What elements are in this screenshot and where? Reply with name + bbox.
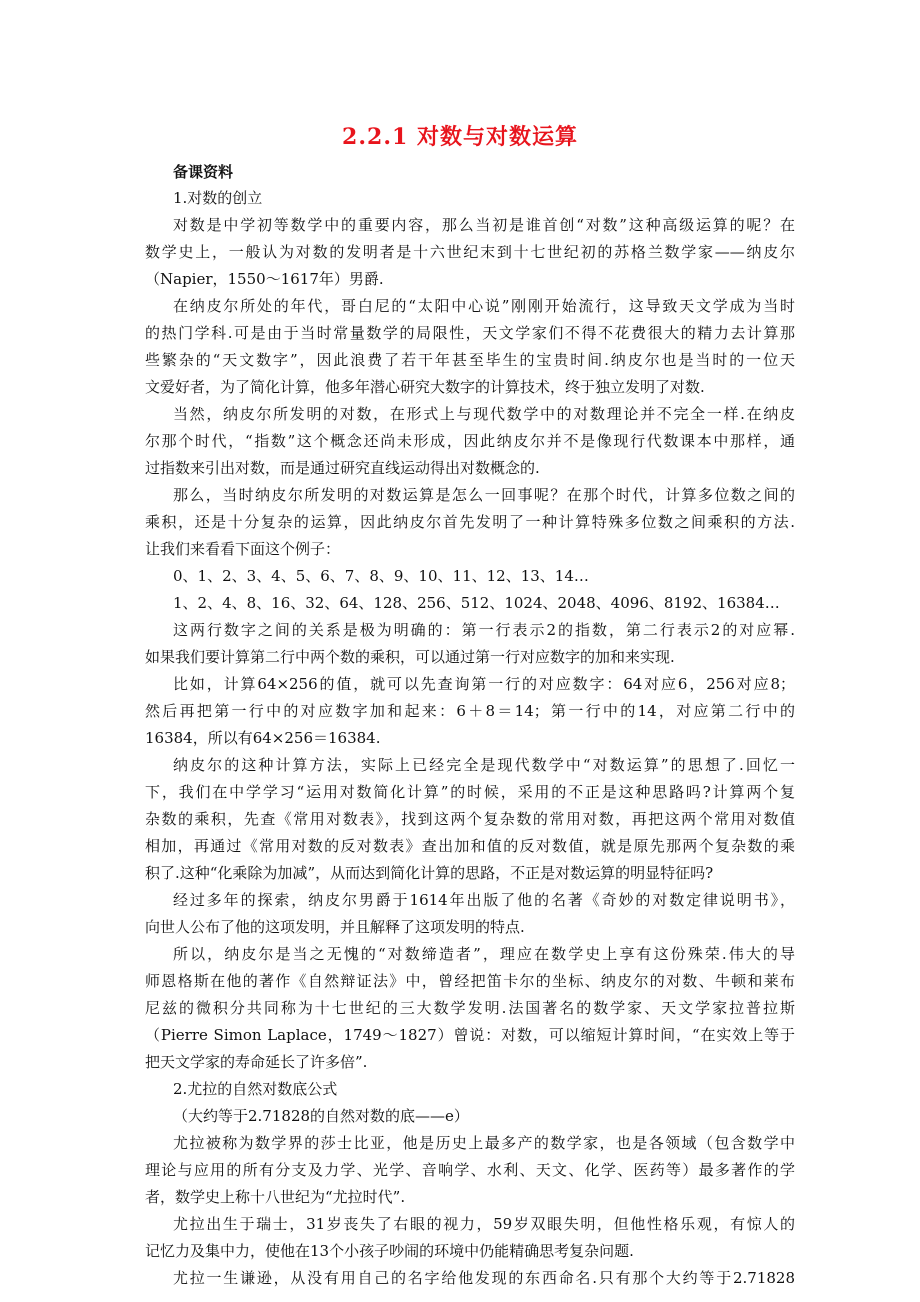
text-line: 比如，计算64×256的值，就可以先查询第一行的对应数字：64对应6，256对应8；: [173, 675, 795, 693]
text-line: 让我们来看看下面这个例子：: [145, 540, 341, 558]
text-line: 如果我们要计算第二行中两个数的乘积，可以通过第一行对应数字的加和来实现.: [145, 648, 675, 666]
text-line: 乘积，还是十分复杂的运算，因此纳皮尔首先发明了一种计算特殊多位数之间乘积的方法.: [145, 513, 795, 531]
text-line: 那么，当时纳皮尔所发明的对数运算是怎么一回事呢？在那个时代，计算多位数之间的: [173, 486, 795, 504]
text-line: 数学史上，一般认为对数的发明者是十六世纪末到十七世纪初的苏格兰数学家——纳皮尔: [145, 243, 795, 261]
text-line: 2.尤拉的自然对数底公式: [173, 1080, 338, 1098]
text-line: 者，数学史上称十八世纪为“尤拉时代”.: [145, 1188, 406, 1206]
text-line: 经过多年的探索，纳皮尔男爵于1614年出版了他的名著《奇妙的对数定律说明书》，: [173, 891, 795, 909]
text-line: 杂数的乘积，先查《常用对数表》，找到这两个复杂数的常用对数，再把这两个常用对数值: [145, 810, 795, 828]
text-line: 记忆力及集中力，使他在13个小孩子吵闹的环境中仍能精确思考复杂问题.: [145, 1242, 634, 1260]
text-line: 相加，再通过《常用对数的反对数表》查出加和值的反对数值，就是原先那两个复杂数的乘: [145, 837, 795, 855]
document-title: 2.2.1 对数与对数运算: [342, 124, 578, 150]
text-line: 1.对数的创立: [173, 189, 263, 207]
text-line: 尼兹的微积分共同称为十七世纪的三大数学发明.法国著名的数学家、天文学家拉普拉斯: [145, 999, 795, 1017]
text-line: 这两行数字之间的关系是极为明确的：第一行表示2的指数，第二行表示2的对应幂.: [173, 621, 795, 639]
text-line: 对数是中学初等数学中的重要内容，那么当初是谁首创“对数”这种高级运算的呢？在: [173, 216, 795, 234]
text-line: 1、2、4、8、16、32、64、128、256、512、1024、2048、4096、8192、16384…: [173, 594, 780, 612]
text-line: （Pierre Simon Laplace，1749～1827）曾说：对数，可以缩短计算时间，“在实效上等于: [145, 1026, 795, 1044]
text-line: 16384，所以有64×256＝16384.: [145, 729, 381, 747]
text-line: 所以，纳皮尔是当之无愧的“对数缔造者”，理应在数学史上享有这份殊荣.伟大的导: [173, 945, 795, 963]
text-line: 文爱好者，为了简化计算，他多年潜心研究大数字的计算技术，终于独立发明了对数.: [145, 378, 705, 396]
text-line: 尤拉一生谦逊，从没有用自己的名字给他发现的东西命名.只有那个大约等于2.71828: [173, 1269, 795, 1287]
text-line: 把天文学家的寿命延长了许多倍”.: [145, 1053, 368, 1071]
text-line: 然后再把第一行中的对应数字加和起来：6＋8＝14；第一行中的14，对应第二行中的: [145, 702, 795, 720]
text-line: （Napier，1550～1617年）男爵.: [145, 270, 384, 288]
text-line: 些繁杂的“天文数字”，因此浪费了若干年甚至毕生的宝贵时间.纳皮尔也是当时的一位天: [145, 351, 795, 369]
text-line: 向世人公布了他的这项发明，并且解释了这项发明的特点.: [145, 918, 525, 936]
text-line: 尤拉被称为数学界的莎士比亚，他是历史上最多产的数学家，也是各领域（包含数学中: [173, 1134, 795, 1152]
text-line: 下，我们在中学学习“运用对数简化计算”的时候，采用的不正是这种思路吗?计算两个复: [145, 783, 795, 801]
section-heading: 备课资料: [173, 163, 234, 181]
text-line: 尔那个时代，“指数”这个概念还尚未形成，因此纳皮尔并不是像现行代数课本中那样，通: [145, 432, 795, 450]
text-line: 尤拉出生于瑞士，31岁丧失了右眼的视力，59岁双眼失明，但他性格乐观，有惊人的: [173, 1215, 795, 1233]
text-line: 过指数来引出对数，而是通过研究直线运动得出对数概念的.: [145, 459, 540, 477]
text-line: 0、1、2、3、4、5、6、7、8、9、10、11、12、13、14…: [173, 567, 589, 585]
text-line: 纳皮尔的这种计算方法，实际上已经完全是现代数学中“对数运算”的思想了.回忆一: [173, 756, 795, 774]
text-line: 在纳皮尔所处的年代，哥白尼的“太阳中心说”刚刚开始流行，这导致天文学成为当时: [173, 297, 795, 315]
text-line: 积了.这种“化乘除为加减”，从而达到简化计算的思路，不正是对数运算的明显特征吗?: [145, 864, 714, 882]
text-line: 当然，纳皮尔所发明的对数，在形式上与现代数学中的对数理论并不完全一样.在纳皮: [173, 405, 795, 423]
text-line: 的热门学科.可是由于当时常量数学的局限性，天文学家们不得不花费很大的精力去计算那: [145, 324, 795, 342]
text-line: 师恩格斯在他的著作《自然辩证法》中，曾经把笛卡尔的坐标、纳皮尔的对数、牛顿和莱布: [145, 972, 795, 990]
text-line: （大约等于2.71828的自然对数的底——e）: [173, 1107, 469, 1125]
text-line: 理论与应用的所有分支及力学、光学、音响学、水利、天文、化学、医药等）最多著作的学: [145, 1161, 795, 1179]
